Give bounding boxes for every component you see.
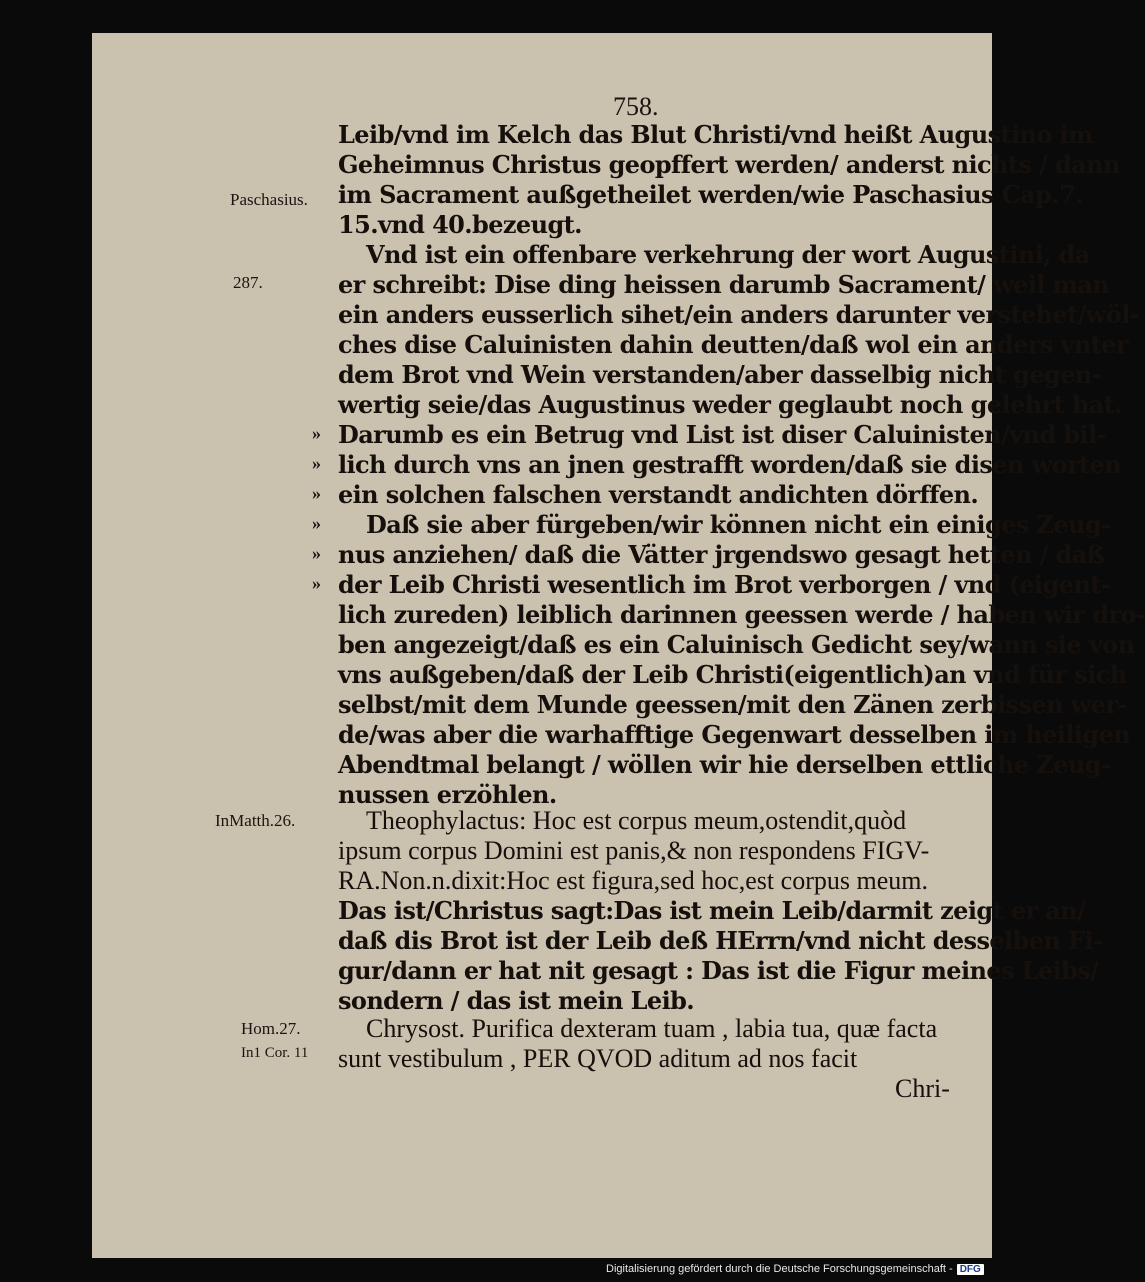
text-line: ein solchen falschen verstandt andichten dörffen. [338,480,979,509]
text-line: Abendtmal belangt / wöllen wir hie derselben ettliche Zeug- [338,750,1111,779]
text-line: der Leib Christi wesentlich im Brot verborgen / vnd (eigent- [338,570,1111,599]
text-line: im Sacrament außgetheilet werden/wie Paschasius Cap.7. [338,180,1083,209]
text-line: sondern / das ist mein Leib. [338,986,695,1015]
text-line: ches dise Caluinisten dahin deutten/daß wol ein anders vnter [338,330,1128,359]
latin-text-line: Theophylactus: Hoc est corpus meum,ostendit,quòd [366,806,907,835]
text-line: gur/dann er hat nit gesagt : Das ist die Figur meines Leibs/ [338,956,1099,985]
quote-mark: » [312,483,321,503]
text-line: lich zureden) leiblich darinnen geessen werde / haben wir dro- [338,600,1145,629]
margin-note-in-matth: InMatth.26. [215,811,296,830]
text-line: wertig seie/das Augustinus weder geglaubt noch gelehrt hat. [338,390,1122,419]
footer-text: Digitalisierung gefördert durch die Deutsche Forschungsgemeinschaft - [606,1263,953,1275]
quote-mark: » [312,423,321,443]
text-line: 15.vnd 40.bezeugt. [338,210,582,239]
text-line: dem Brot vnd Wein verstanden/aber dasselbig nicht gegen- [338,360,1101,389]
quote-mark: » [312,453,321,473]
text-line: Vnd ist ein offenbare verkehrung der wort Augustini, da [366,240,1090,269]
latin-text-line: sunt vestibulum , PER QVOD aditum ad nos facit [338,1044,858,1073]
text-line: lich durch vns an jnen gestrafft worden/daß sie disen worten [338,450,1122,479]
margin-note-287: 287. [233,273,263,292]
latin-text-line: ipsum corpus Domini est panis,& non respondens FIGV- [338,836,930,865]
text-line: Leib/vnd im Kelch das Blut Christi/vnd heißt Augustino im [338,120,1093,149]
latin-text-line: Chrysost. Purifica dexteram tuam , labia tua, quæ facta [366,1014,938,1043]
digitization-footer [606,1263,984,1277]
text-line: selbst/mit dem Munde geessen/mit den Zänen zerbissen wer- [338,690,1127,719]
catchword: Chri- [895,1074,950,1103]
text-line: Das ist/Christus sagt:Das ist mein Leib/darmit zeigt er an/ [338,896,1086,925]
quote-mark: » [312,513,321,533]
latin-text-line: RA.Non.n.dixit:Hoc est figura,sed hoc,est corpus meum. [338,866,928,895]
text-line: Daß sie aber fürgeben/wir können nicht ein einiges Zeug- [366,510,1111,539]
page-number: 758. [613,92,659,121]
dfg-logo: DFG [957,1264,984,1275]
margin-note-in-cor: In1 Cor. 11 [241,1045,309,1061]
quote-mark: » [312,543,321,563]
text-line: vns außgeben/daß der Leib Christi(eigentlich)an vnd für sich [338,660,1127,689]
quote-mark: » [312,573,321,593]
text-line: ein anders eusserlich sihet/ein anders darunter verstehet/wöl- [338,300,1140,329]
text-line: Darumb es ein Betrug vnd List ist diser Caluinisten/vnd bil- [338,420,1106,449]
text-line: daß dis Brot ist der Leib deß HErrn/vnd nicht desselben Fi- [338,926,1103,955]
text-line: ben angezeigt/daß es ein Caluinisch Gedicht sey/wann sie von [338,630,1135,659]
text-line: de/was aber die warhafftige Gegenwart desselben im heiligen [338,720,1131,749]
margin-note-hom: Hom.27. [241,1019,301,1038]
text-line: er schreibt: Dise ding heissen darumb Sacrament/ weil man [338,270,1110,299]
text-line: nus anziehen/ daß die Vätter jrgendswo gesagt hetten / daß [338,540,1105,569]
margin-note-paschasius: Paschasius. [230,190,308,209]
text-line: nussen erzöhlen. [338,780,557,809]
text-line: Geheimnus Christus geopffert werden/ anderst nichts / dann [338,150,1120,179]
